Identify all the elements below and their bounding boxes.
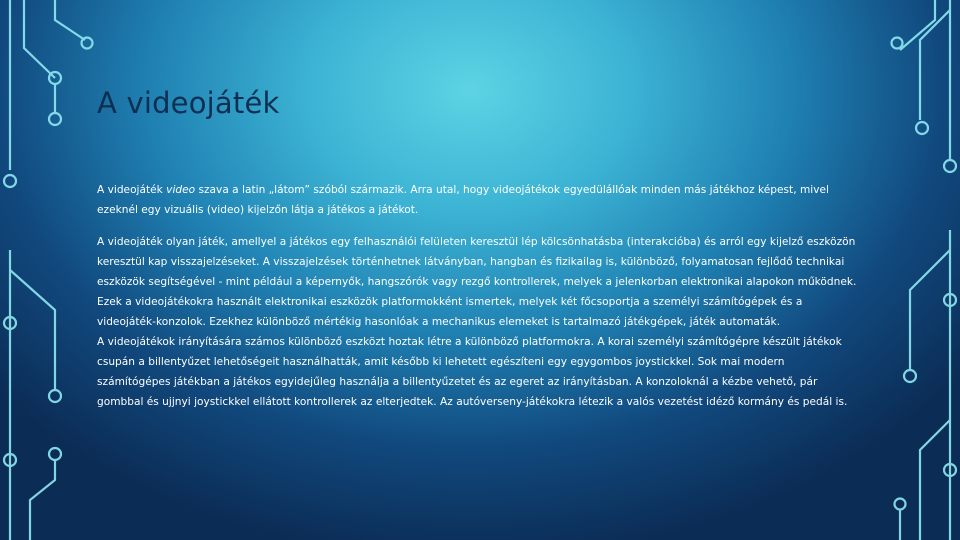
paragraph-definition: A videojáték olyan játék, amellyel a játékos egy felhasználói felületen keresztül lép kölcsönhatásba (interakcióba) és arról egy kijelző eszközön keresztül kap visszajelzéseket. A visszajelzések történhetnek látványban, hangban és fizikailag is, különböző, folyamatosan fejlődő technikai eszközök segítségével - mint például a képernyők, hangszórók vagy rezgő kontrollerek, melyek a jelenkorban elektronikai alapokon működnek. Ezek a videojátékokra használt elektronikai eszközök platformokként ismertek, melyek két főcsoportja a személyi számítógépek és a videojáték-konzolok. Ezekhez különböző mértékig hasonlóak a mechanikus elemeket is tartalmazó játékgépek, játék automaták. xyxy=(97,236,857,328)
italic-word-video: video xyxy=(166,184,196,196)
paragraph-etymology xyxy=(97,180,857,220)
slide-body xyxy=(97,180,857,412)
slide-title: A videojáték xyxy=(97,86,280,120)
paragraph-controls: A videojátékok irányítására számos különböző eszközt hoztak létre a különböző platformokra. A korai személyi számítógépre készült játékok csupán a billentyűzet lehetőségeit használhatták, amit később ki lehetett egészíteni egy egygombos joystickkel. Sok mai modern számítógépes játékban a játékos egyidejűleg használja a billentyűzetet és az egeret az irányításban. A konzoloknál a kézbe vehető, pár gombbal és ujjnyi joystickkel ellátott kontrollerek az elterjedtek. Az autóverseny-játékokra létezik a valós vezetést idéző kormány és pedál is. xyxy=(97,336,848,408)
paragraph-etymology-start: A videojáték xyxy=(97,184,167,196)
paragraph-etymology-end: szava a latin „látom” szóból származik. Arra utal, hogy videojátékok egyedülállóak minden más játékhoz képest, mivel ezeknél egy vizuális (video) kijelzőn látja a játékos a játékot. xyxy=(97,184,829,216)
